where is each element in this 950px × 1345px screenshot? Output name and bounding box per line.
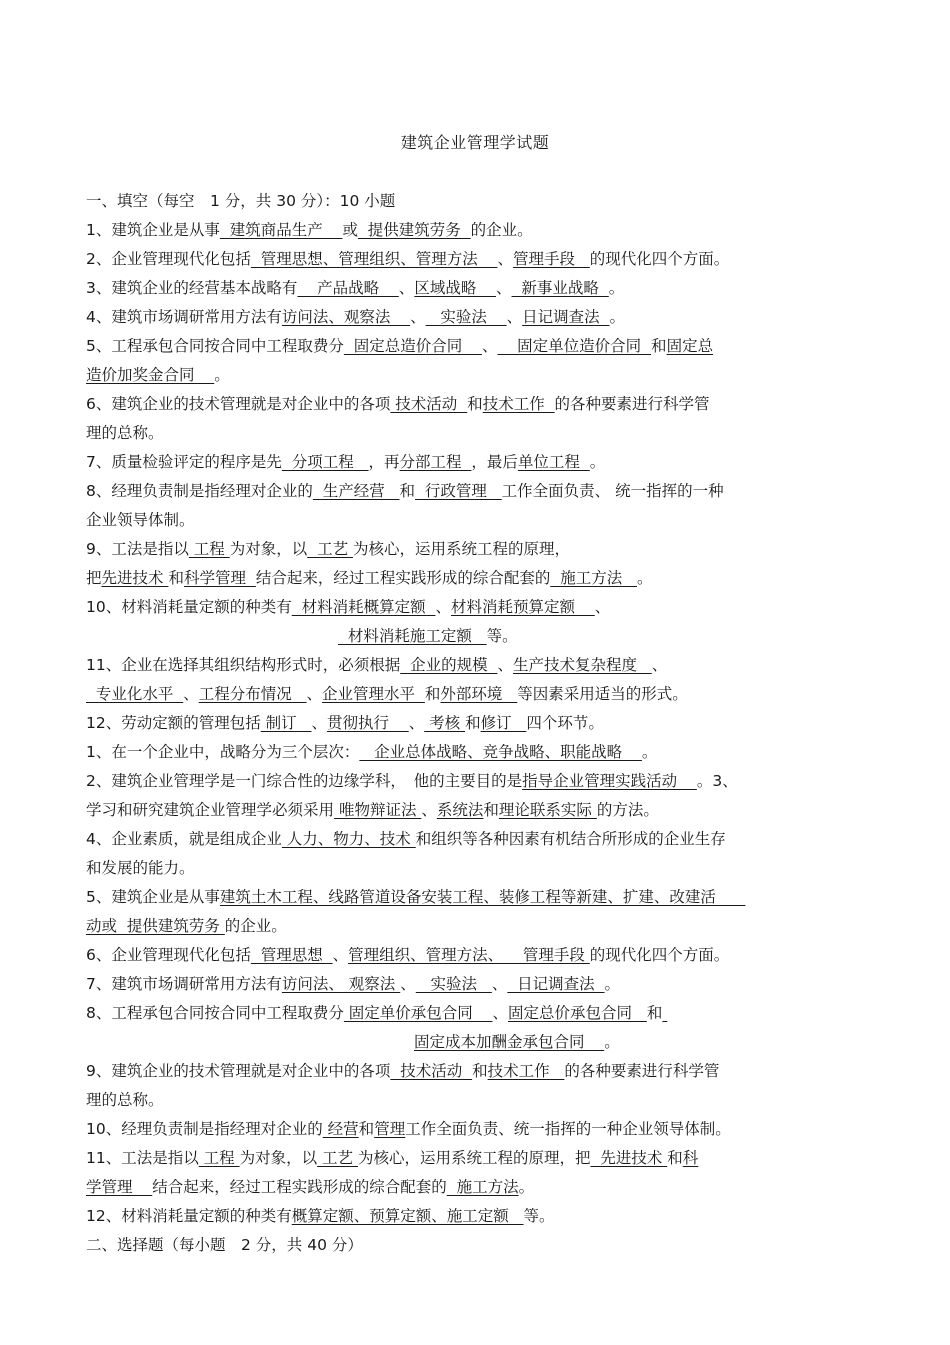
document-title: 建筑企业管理学试题 xyxy=(400,133,550,152)
question-b4: 4、企业素质，就是组成企业 人力、物力、技术 和组织等各种因素有机结合所形成的企业生存 xyxy=(86,830,726,848)
answer: 技术工作 xyxy=(482,395,555,413)
answer: 日记调查法 xyxy=(522,308,610,326)
answer: 科学管理 xyxy=(183,569,256,587)
answer: 专业化水平 xyxy=(86,685,184,703)
question-b7: 7、建筑市场调研常用方法有访问法、 观察法 、 实验法 、 日记调查法 。 xyxy=(86,975,621,993)
answer: 管理 xyxy=(374,1120,406,1138)
question-10-continued: 材料消耗施工定额 等。 xyxy=(338,627,518,645)
answer: 考核 xyxy=(424,714,466,732)
question-b5-continued: 动或 提供建筑劳务 的企业。 xyxy=(86,917,287,935)
answer: 访问法、观察法 xyxy=(281,308,411,326)
answer: 工程分布情况 xyxy=(198,685,307,703)
answer: 先进技术 xyxy=(101,569,169,587)
answer: 日记调查法 xyxy=(507,975,605,993)
answer: 产品战略 xyxy=(297,279,399,297)
answer: 分部工程 xyxy=(399,453,472,471)
section-heading-fill-in: 一、填空（每空 1 分，共 30 分）：10 小题 xyxy=(86,192,396,210)
answer: 修订 xyxy=(480,714,527,732)
answer: 理论联系实际 xyxy=(498,801,597,819)
answer: 系统法 xyxy=(436,801,484,819)
question-9: 9、工法是指以 工程 为对象，以 工艺 为核心，运用系统工程的原理， xyxy=(86,540,571,558)
answer: 固定单价承包合同 xyxy=(343,1004,493,1022)
answer: 指导企业管理实践活动 xyxy=(522,772,697,790)
answer: 管理思想、管理组织、管理方法 xyxy=(250,250,498,268)
answer: 企业管理水平 xyxy=(322,685,425,703)
question-5-continued: 造价加奖金合同 。 xyxy=(86,366,230,384)
question-b8-continued: 固定成本加酬金承包合同 。 xyxy=(414,1033,620,1051)
answer: 实验法 xyxy=(415,975,492,993)
answer: 施工方法 xyxy=(550,569,637,587)
answer: 工艺 xyxy=(307,540,354,558)
answer: 贯彻执行 xyxy=(326,714,409,732)
answer: 企业总体战略、竞争战略、职能战略 xyxy=(359,743,642,761)
question-6-continued: 理的总称。 xyxy=(86,424,164,442)
answer: 建筑土木工程、线路管道设备安装工程、装修工程等新建、扩建、改建活 xyxy=(219,888,746,906)
answer: 分项工程 xyxy=(281,453,369,471)
question-9-continued: 把先进技术 和科学管理 结合起来，经过工程实践形成的综合配套的 施工方法 。 xyxy=(86,569,653,587)
answer: 固定总价承包合同 xyxy=(508,1004,647,1022)
question-3: 3、建筑企业的经营基本战略有 产品战略 、区域战略 、 新事业战略 。 xyxy=(86,279,625,297)
question-b4-continued: 和发展的能力。 xyxy=(86,859,195,877)
question-8-continued: 企业领导体制。 xyxy=(86,511,195,529)
answer: 单位工程 xyxy=(517,453,590,471)
answer: 管理组织、管理方法、 管理手段 xyxy=(348,946,590,964)
answer: 先进技术 xyxy=(590,1149,668,1167)
answer: 工艺 xyxy=(317,1149,358,1167)
section-heading-multiple-choice: 二、选择题（每小题 2 分，共 40 分） xyxy=(86,1236,363,1254)
answer: 固定总造价合同 xyxy=(343,337,482,355)
answer: 技术活动 xyxy=(390,395,468,413)
answer: 建筑商品生产 xyxy=(219,221,343,239)
question-b5: 5、建筑企业是从事建筑土木工程、线路管道设备安装工程、装修工程等新建、扩建、改建活 xyxy=(86,888,746,906)
question-b6: 6、企业管理现代化包括 管理思想 、管理组织、管理方法、 管理手段 的现代化四个方面。 xyxy=(86,946,730,964)
answer: 生产经营 xyxy=(312,482,400,500)
question-5: 5、工程承包合同按合同中工程取费分 固定总造价合同 、 固定单位造价合同 和固定总 xyxy=(86,337,714,355)
answer: 行政管理 xyxy=(415,482,502,500)
answer: 技术工作 xyxy=(487,1062,565,1080)
answer: 固定成本加酬金承包合同 xyxy=(414,1033,605,1051)
question-6: 6、建筑企业的技术管理就是对企业中的各项 技术活动 和技术工作 的各种要素进行科学管 xyxy=(86,395,710,413)
question-b9: 9、建筑企业的技术管理就是对企业中的各项 技术活动 和技术工作 的各种要素进行科学管 xyxy=(86,1062,720,1080)
answer: 人力、物力、技术 xyxy=(281,830,416,848)
answer: 经营 xyxy=(322,1120,359,1138)
answer: 科 xyxy=(682,1149,699,1167)
answer: 施工方法 xyxy=(446,1178,519,1196)
answer: 访问法、 观察法 xyxy=(281,975,401,993)
answer: 技术活动 xyxy=(390,1062,473,1080)
question-12: 12、劳动定额的管理包括 制订 、贯彻执行 、 考核 和修订 四个环节。 xyxy=(86,714,604,732)
question-b11-continued: 学管理 结合起来，经过工程实践形成的综合配套的 施工方法。 xyxy=(86,1178,535,1196)
answer: 区域战略 xyxy=(414,279,497,297)
question-b11: 11、工法是指以 工程 为对象，以 工艺 为核心，运用系统工程的原理，把 先进技术 和科 xyxy=(86,1149,699,1167)
answer: 材料消耗施工定额 xyxy=(338,627,487,645)
answer: 管理手段 xyxy=(512,250,590,268)
question-11-continued: 专业化水平 、工程分布情况 、企业管理水平 和外部环境 等因素采用适当的形式。 xyxy=(86,685,688,703)
question-b3: 学习和研究建筑企业管理学必须采用 唯物辩证法 、系统法和理论联系实际 的方法。 xyxy=(86,801,659,819)
answer: 唯物辩证法 xyxy=(334,801,422,819)
answer xyxy=(662,1004,667,1022)
answer: 固定单位造价合同 xyxy=(497,337,652,355)
question-b12: 12、材料消耗量定额的种类有概算定额、预算定额、施工定额 等。 xyxy=(86,1207,555,1225)
answer: 制订 xyxy=(260,714,312,732)
answer: 新事业战略 xyxy=(511,279,609,297)
answer: 造价加奖金合同 xyxy=(86,366,215,384)
question-b2: 2、建筑企业管理学是一门综合性的边缘学科， 他的主要目的是指导企业管理实践活动 。3、 xyxy=(86,772,738,790)
answer: 实验法 xyxy=(425,308,507,326)
question-7: 7、质量检验评定的程序是先 分项工程 ，再分部工程 ，最后单位工程 。 xyxy=(86,453,606,471)
question-b1: 1、在一个企业中，战略分为三个层次： 企业总体战略、竞争战略、职能战略 。 xyxy=(86,743,658,761)
answer: 动或 提供建筑劳务 xyxy=(86,917,225,935)
question-b10: 10、经理负责制是指经理对企业的 经营和管理工作全面负责、统一指挥的一种企业领导体制。 xyxy=(86,1120,731,1138)
answer: 生产技术复杂程度 xyxy=(512,656,652,674)
answer: 管理思想 xyxy=(250,946,333,964)
answer: 工程 xyxy=(188,540,230,558)
question-11: 11、企业在选择其组织结构形式时，必须根据 企业的规模 、生产技术复杂程度 、 xyxy=(86,656,668,674)
answer: 学管理 xyxy=(86,1178,153,1196)
question-4: 4、建筑市场调研常用方法有访问法、观察法 、 实验法 、日记调查法 。 xyxy=(86,308,625,326)
answer: 外部环境 xyxy=(440,685,518,703)
answer: 材料消耗概算定额 xyxy=(291,598,436,616)
answer: 固定总 xyxy=(666,337,714,355)
answer: 材料消耗预算定额 xyxy=(450,598,595,616)
answer: 企业的规模 xyxy=(400,656,498,674)
question-8: 8、经理负责制是指经理对企业的 生产经营 和 行政管理 工作全面负责、 统一指挥的一种 xyxy=(86,482,724,500)
question-b9-continued: 理的总称。 xyxy=(86,1091,164,1109)
answer: 提供建筑劳务 xyxy=(357,221,471,239)
answer: 工程 xyxy=(198,1149,240,1167)
answer: 概算定额、预算定额、施工定额 xyxy=(291,1207,524,1225)
question-2: 2、企业管理现代化包括 管理思想、管理组织、管理方法 、管理手段 的现代化四个方面。 xyxy=(86,250,730,268)
question-1: 1、建筑企业是从事 建筑商品生产 或 提供建筑劳务 的企业。 xyxy=(86,221,533,239)
question-10: 10、材料消耗量定额的种类有 材料消耗概算定额 、材料消耗预算定额 、 xyxy=(86,598,611,616)
question-b8: 8、工程承包合同按合同中工程取费分 固定单价承包合同 、固定总价承包合同 和 xyxy=(86,999,864,1028)
